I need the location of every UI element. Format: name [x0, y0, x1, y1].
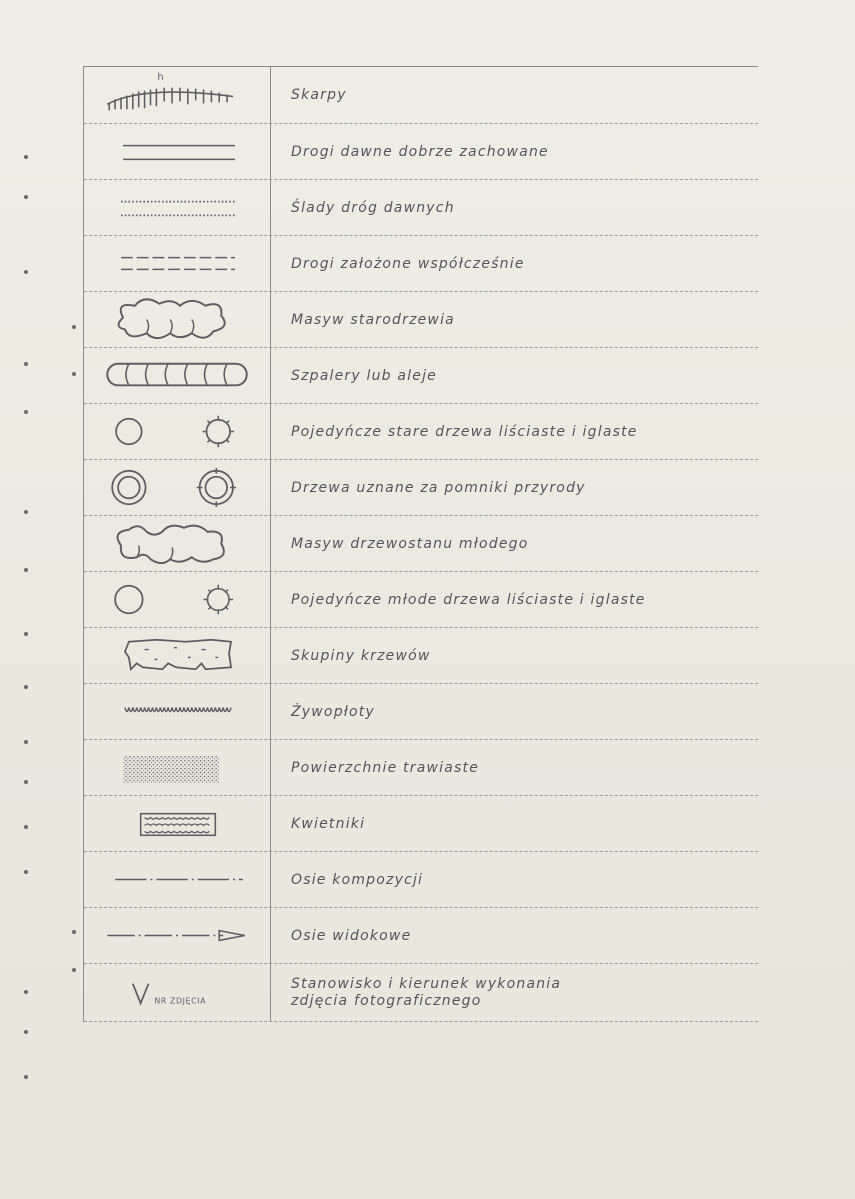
young-tree-mass-icon — [84, 516, 271, 571]
punch-mark — [24, 740, 28, 744]
legend-row — [84, 404, 758, 460]
dash-dot-arrow-icon — [84, 908, 271, 963]
legend-row — [84, 67, 758, 124]
legend-row — [84, 628, 758, 684]
photo-viewpoint-icon — [84, 964, 271, 1021]
punch-mark — [24, 155, 28, 159]
punch-mark — [24, 510, 28, 514]
double-solid-line-icon — [84, 124, 271, 179]
legend-row — [84, 908, 758, 964]
monument-trees-icon — [84, 460, 271, 515]
punch-mark — [24, 195, 28, 199]
punch-mark — [24, 362, 28, 366]
legend-label: Masyw starodrzewia — [291, 311, 455, 328]
tree-row-icon — [84, 348, 271, 403]
legend-label: Żywopłoty — [291, 703, 375, 720]
legend-label: Pojedyńcze stare drzewa liściaste i iglaste — [291, 423, 638, 440]
grass-surface-icon — [84, 740, 271, 795]
punch-mark — [72, 325, 76, 329]
single-young-trees-icon — [84, 572, 271, 627]
punch-mark — [24, 410, 28, 414]
legend-row — [84, 684, 758, 740]
legend-row — [84, 348, 758, 404]
punch-mark — [24, 568, 28, 572]
double-dotted-line-icon — [84, 180, 271, 235]
legend-row — [84, 460, 758, 516]
legend-label: Kwietniki — [291, 815, 366, 832]
legend-row — [84, 180, 758, 236]
punch-mark — [24, 685, 28, 689]
legend-label: Drogi założone współcześnie — [291, 255, 525, 272]
flowerbed-icon — [84, 796, 271, 851]
punch-mark — [24, 990, 28, 994]
legend-label: Ślady dróg dawnych — [291, 199, 455, 216]
punch-mark — [24, 632, 28, 636]
legend-label: Masyw drzewostanu młodego — [291, 535, 529, 552]
legend-table — [83, 66, 758, 1022]
legend-label: Szpalery lub aleje — [291, 367, 437, 384]
legend-label: Osie kompozycji — [291, 871, 424, 888]
legend-label: Pojedyńcze młode drzewa liściaste i iglaste — [291, 591, 646, 608]
legend-row — [84, 796, 758, 852]
legend-label: Stanowisko i kierunek wykonania zdjęcia fotograficznego — [291, 975, 562, 1009]
shrub-group-icon — [84, 628, 271, 683]
legend-label: Osie widokowe — [291, 927, 412, 944]
single-old-trees-icon — [84, 404, 271, 459]
legend-label: Powierzchnie trawiaste — [291, 759, 480, 776]
legend-row — [84, 292, 758, 348]
punch-mark — [72, 968, 76, 972]
photo-number-caption: NR ZDJĘCIA — [154, 996, 207, 1006]
escarpment-mark: h — [157, 71, 165, 83]
punch-mark — [24, 270, 28, 274]
hedge-icon — [84, 684, 271, 739]
legend-row — [84, 852, 758, 908]
legend-row — [84, 572, 758, 628]
escarpment-icon — [84, 67, 271, 123]
legend-row — [84, 124, 758, 180]
punch-mark — [24, 870, 28, 874]
legend-row — [84, 964, 758, 1022]
legend-label: Drzewa uznane za pomniki przyrody — [291, 479, 586, 496]
double-dashed-line-icon — [84, 236, 271, 291]
punch-mark — [24, 1075, 28, 1079]
legend-row — [84, 236, 758, 292]
legend-label: Skupiny krzewów — [291, 647, 431, 664]
legend-row — [84, 740, 758, 796]
dash-dot-line-icon — [84, 852, 271, 907]
punch-mark — [24, 825, 28, 829]
punch-mark — [72, 930, 76, 934]
punch-mark — [24, 780, 28, 784]
legend-label: Skarpy — [291, 87, 347, 103]
legend-label: Drogi dawne dobrze zachowane — [291, 143, 549, 160]
legend-row — [84, 516, 758, 572]
punch-mark — [72, 372, 76, 376]
punch-mark — [24, 1030, 28, 1034]
tree-mass-icon — [84, 292, 271, 347]
